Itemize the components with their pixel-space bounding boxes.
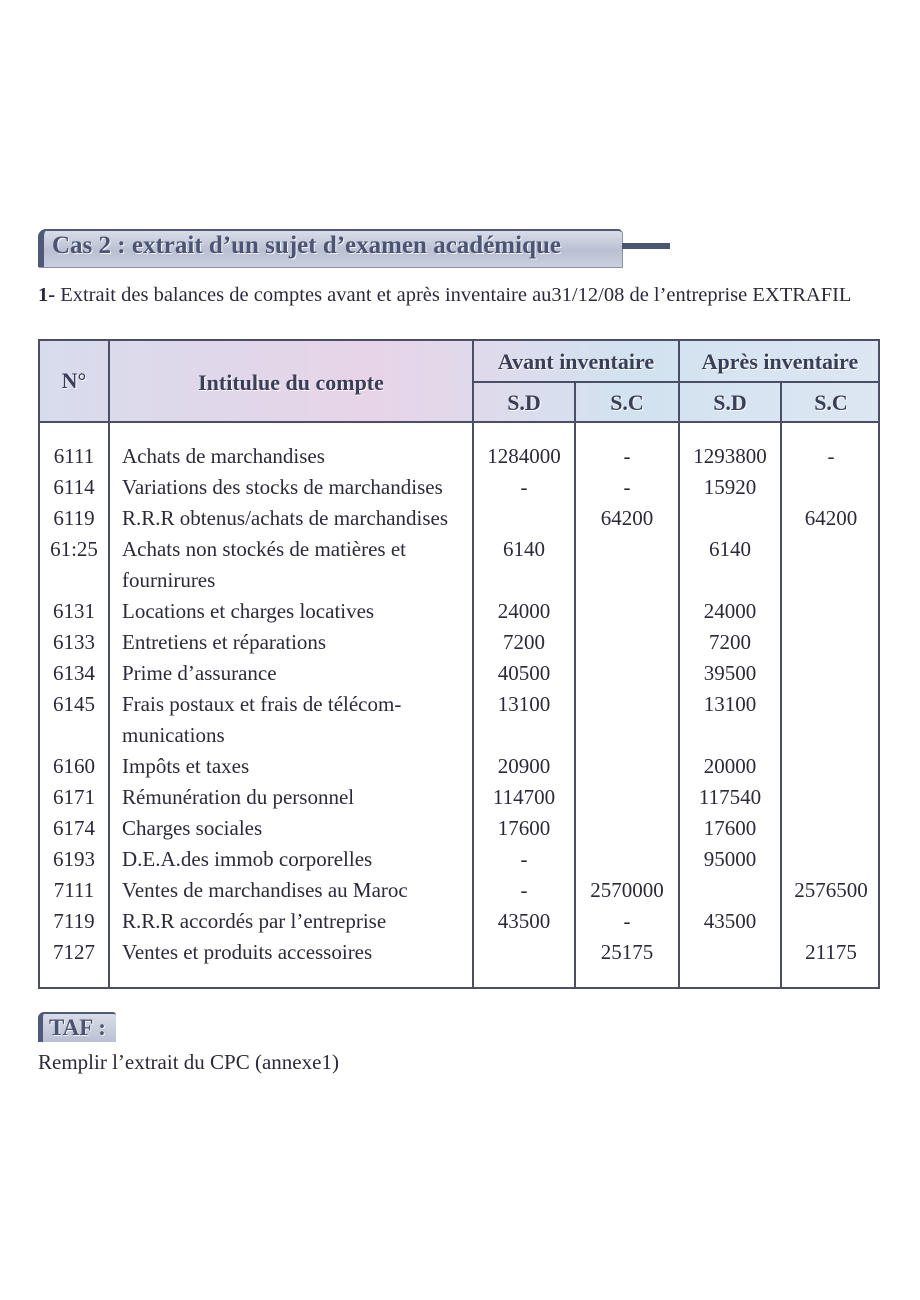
cell-after-sd: 39500 [703,661,757,685]
cell-before-sc: - [623,475,631,499]
cell-after-sd: 17600 [703,816,757,840]
cell-account-no: 6114 [53,475,95,499]
cell-after-sc: 2576500 [794,878,868,902]
cell-account-label: Rémunération du personnel [122,785,355,809]
cell-account-no: 6193 [53,847,95,871]
cell-account-label: Entretiens et réparations [122,630,327,654]
cell-after-sd: 43500 [703,909,757,933]
cell-account-no: 6111 [53,444,95,468]
cell-account-label: R.R.R obtenus/achats de marchandises [122,506,449,530]
cell-after-sc: 21175 [805,940,857,964]
cell-before-sd: 6140 [503,537,545,561]
cell-account-label: Locations et charges locatives [122,599,375,623]
cell-after-sd: 13100 [703,692,757,716]
cell-account-label: Achats de marchandises [122,444,325,468]
intro-text: Extrait des balances de comptes avant et après inventaire au31/12/08 de l’entreprise EXTRAFIL [55,284,852,306]
cell-account-label: R.R.R accordés par l’entreprise [122,909,387,933]
cell-after-sd: 1293800 [693,444,767,468]
cell-account-no: 6174 [53,816,95,840]
header-no: N° [61,368,87,393]
cell-before-sd: 17600 [497,816,551,840]
cell-account-no: 7111 [53,878,95,902]
cell-before-sd: - [520,847,528,871]
cell-before-sd: 1284000 [487,444,561,468]
cell-account-no: 6145 [53,692,95,716]
case-heading [38,229,670,269]
cell-account-no: 7119 [53,909,95,933]
cell-account-label: Frais postaux et frais de télécom- [122,692,402,716]
col-divider [472,341,474,989]
cell-before-sc: 64200 [600,506,654,530]
header-before-sd: S.D [507,390,541,415]
cell-before-sd: 43500 [497,909,551,933]
header-before: Avant inventaire [497,349,655,374]
cell-account-no: 61:25 [50,537,98,561]
header-account: Intitulue du compte [198,370,384,395]
intro-number: 1- [38,284,56,306]
cell-account-label: D.E.A.des immob corporelles [122,847,373,871]
cell-before-sc: 25175 [600,940,654,964]
cell-before-sc: 2570000 [590,878,664,902]
cell-account-no: 6171 [53,785,95,809]
cell-account-label-continued: fournirures [122,568,216,592]
balance-table [38,339,880,989]
cell-after-sd: 24000 [703,599,757,623]
cell-account-label: Achats non stockés de matières et [122,537,406,561]
intro-paragraph [38,282,898,309]
cell-after-sc: - [827,444,835,468]
col-divider [780,382,782,989]
taf-label: TAF : [38,1012,116,1042]
cell-after-sd: 7200 [709,630,751,654]
cell-after-sd: 95000 [703,847,757,871]
col-divider [574,382,576,989]
cell-before-sd: - [520,475,528,499]
cell-before-sc: - [623,909,631,933]
cell-account-no: 7127 [53,940,95,964]
cell-after-sd: 6140 [709,537,751,561]
cell-account-no: 6131 [53,599,95,623]
header-after: Après inventaire [701,349,859,374]
cell-after-sd: 20000 [703,754,757,778]
header-after-sc: S.C [814,390,848,415]
cell-before-sd: 40500 [497,661,551,685]
cell-account-no: 6160 [53,754,95,778]
cell-before-sc: - [623,444,631,468]
cell-before-sd: 13100 [497,692,551,716]
cell-account-label: Variations des stocks de marchandises [122,475,443,499]
cell-account-label-continued: munications [122,723,225,747]
cell-account-no: 6134 [53,661,95,685]
cell-account-label: Ventes de marchandises au Maroc [122,878,408,902]
cell-account-label: Impôts et taxes [122,754,250,778]
col-divider [108,341,110,989]
case-title: Cas 2 : extrait d’un sujet d’examen académique [52,232,561,259]
col-divider [678,341,680,989]
cell-after-sc: 64200 [804,506,858,530]
cell-account-no: 6119 [53,506,95,530]
case-heading-bar [622,243,670,249]
cell-before-sd: 114700 [492,785,556,809]
taf-task: Remplir l’extrait du CPC (annexe1) [38,1050,339,1074]
cell-before-sd: - [520,878,528,902]
header-before-sc: S.C [610,390,644,415]
cell-before-sd: 20900 [497,754,551,778]
header-divider [472,381,880,383]
cell-before-sd: 24000 [497,599,551,623]
cell-after-sd: 117540 [698,785,762,809]
cell-account-no: 6133 [53,630,95,654]
cell-before-sd: 7200 [503,630,545,654]
header-after-sd: S.D [713,390,747,415]
cell-after-sd: 15920 [703,475,757,499]
cell-account-label: Prime d’assurance [122,661,277,685]
cell-account-label: Charges sociales [122,816,263,840]
cell-account-label: Ventes et produits accessoires [122,940,373,964]
